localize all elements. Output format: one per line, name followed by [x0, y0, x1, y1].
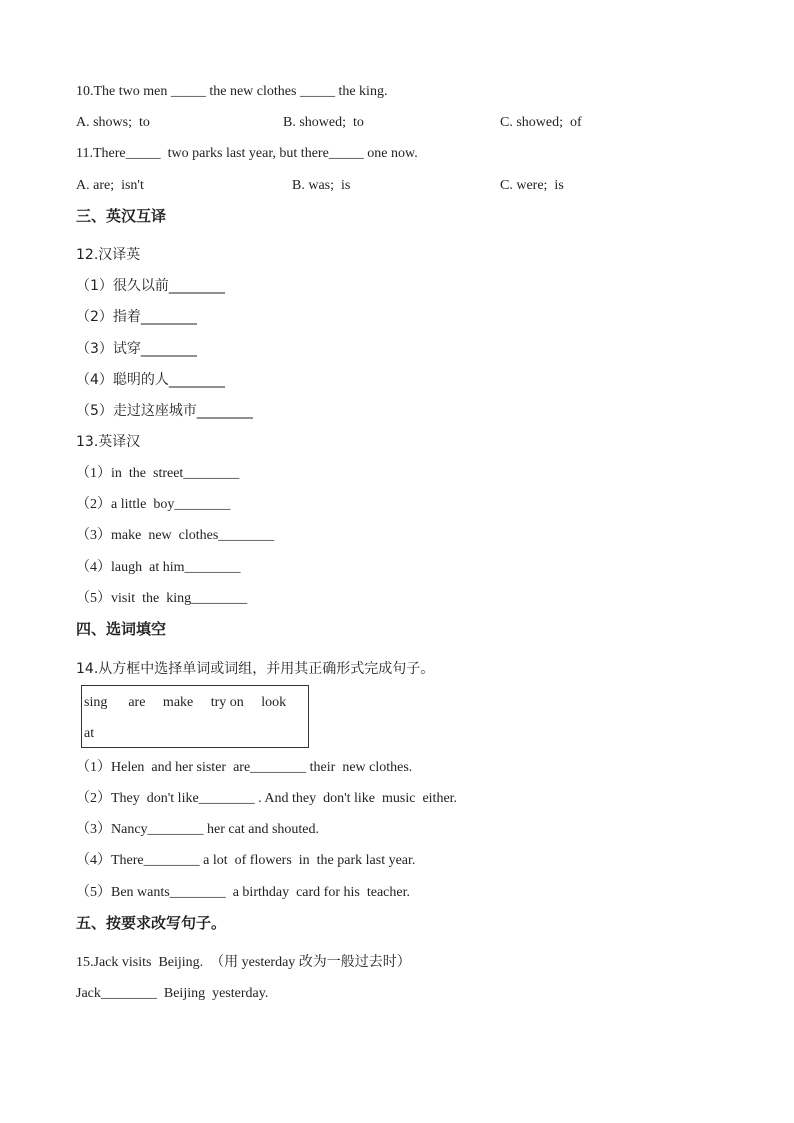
q10-option-a: A. shows; to: [76, 115, 150, 130]
q11-option-a: A. are; isn't: [76, 178, 144, 193]
q10-option-c: C. showed; of: [500, 115, 582, 130]
q11-option-b: B. was; is: [292, 178, 351, 193]
word-bank-box: [81, 685, 309, 748]
q14-item-3: （3）Nancy________ her cat and shouted.: [76, 822, 319, 837]
section-5-title: 五、按要求改写句子。: [76, 914, 227, 932]
section-3-title: 三、英汉互译: [76, 207, 167, 225]
q13-item-2: （2）a little boy________: [76, 497, 231, 512]
q11-option-c: C. were; is: [500, 178, 564, 193]
section-4-title: 四、选词填空: [76, 620, 167, 638]
q12-item-1: （1）很久以前________: [76, 278, 225, 294]
q14-item-2: （2）They don't like________ . And they don't like music either.: [76, 791, 458, 806]
q14-item-5: （5）Ben wants________ a birthday card for his teacher.: [76, 885, 410, 900]
q10-option-b: B. showed; to: [283, 115, 364, 130]
q12-item-4: （4）聪明的人________: [76, 372, 225, 388]
q12-item-2: （2）指着________: [76, 309, 197, 325]
q14-stem: 14.从方框中选择单词或词组，并用其正确形式完成句子。: [76, 661, 435, 677]
word-bank-line-1: sing are make try on look: [84, 695, 287, 710]
q12-stem: 12.汉译英: [76, 247, 141, 263]
q13-stem: 13.英译汉: [76, 434, 141, 450]
q14-item-1: （1）Helen and her sister are________ their new clothes.: [76, 760, 413, 775]
q13-item-1: （1）in the street________: [76, 466, 240, 481]
word-bank-line-2: at: [84, 726, 95, 741]
q15-stem: 15.Jack visits Beijing. （用 yesterday 改为一般过去时）: [76, 955, 411, 970]
q12-item-3: （3）试穿________: [76, 341, 197, 357]
q13-item-5: （5）visit the king________: [76, 591, 248, 606]
q13-item-4: （4）laugh at him________: [76, 560, 241, 575]
q15-answer-line: Jack________ Beijing yesterday.: [76, 986, 269, 1001]
q10-stem: 10.The two men _____ the new clothes _____ the king.: [76, 84, 388, 99]
q14-item-4: （4）There________ a lot of flowers in the park last year.: [76, 853, 416, 868]
q13-item-3: （3）make new clothes________: [76, 528, 275, 543]
q11-stem: 11.There_____ two parks last year, but there_____ one now.: [76, 146, 418, 161]
q12-item-5: （5）走过这座城市________: [76, 403, 253, 419]
